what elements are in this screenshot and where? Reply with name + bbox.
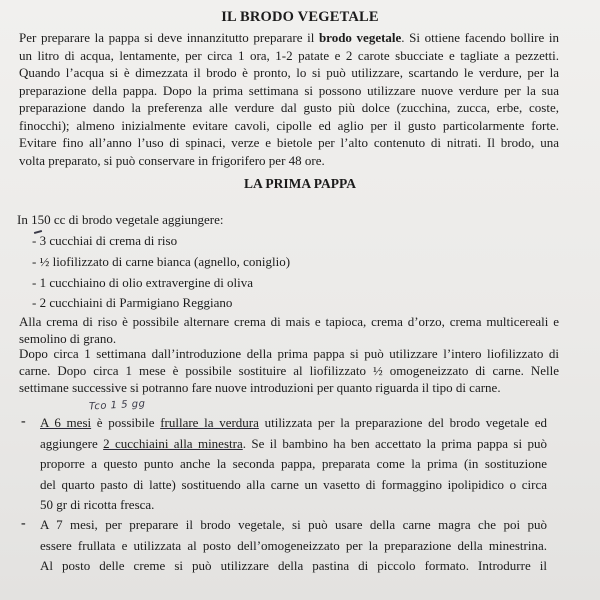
- section-title: LA PRIMA PAPPA: [244, 176, 356, 191]
- handwritten-note: Tco 1 5 gg: [88, 398, 146, 413]
- bullet-line: essere frullata e utilizzata al posto dell’omogeneizzato per la preparazione della minestrina.: [40, 537, 547, 553]
- intro-line: preparazione dando la preferenza alle verdure dal gusto più dolce (zucchina, zucca, erbe, coste,: [19, 100, 559, 115]
- bullet-line: aggiungere 2 cucchiaini alla minestra. Se il bambino ha ben accettato la prima pappa si può: [40, 435, 547, 451]
- ingredient-item: - 2 cucchiaini di Parmigiano Reggiano: [32, 295, 233, 310]
- underlined-text: frullare la verdura: [160, 415, 259, 430]
- intro-line: volta preparato, si può conservare in frigorifero per 48 ore.: [19, 152, 325, 168]
- ingredient-item: - 1 cucchiaino di olio extravergine di oliva: [32, 275, 254, 290]
- intro-line: un litro di acqua, lentamente, per circa 1 ora, 1-2 patate e 2 carote sbucciate e tagliate a pezzetti.: [19, 47, 559, 63]
- bold-term: brodo vegetale: [318, 30, 402, 45]
- paragraph-line: semolino di grano.: [19, 331, 117, 346]
- intro-line: preparazione della pappa. Dopo la prima settimana si possono utilizzare nuove verdure per la sua: [19, 82, 559, 98]
- bullet-dash: -: [21, 414, 26, 429]
- intro-line: Evitare fino all’anno l’uso di spinaci, verze e bietole per l’alto contenuto di nitrati. Il brodo, una: [19, 135, 559, 150]
- bullet-line: proporre a questo punto anche la seconda pappa, preparata come la prima (in sostituzione: [40, 456, 547, 471]
- bullet-line: A 6 mesi è possibile frullare la verdura utilizzata per la preparazione del brodo vegetale ed: [40, 415, 547, 430]
- bullet-line: Al posto delle creme si può utilizzare della pastina di piccolo formato. Introdurre il: [40, 558, 547, 573]
- intro-line: Per preparare la pappa si deve innanzitutto preparare il brodo vegetale. Si ottiene facendo bollire in: [19, 30, 560, 45]
- paragraph-line: carne. Dopo circa 1 mese è possibile sostituire al liofilizzato ½ omogeneizzato di carne. Nelle: [19, 363, 559, 378]
- bullet-line: 50 gr di ricotta fresca.: [40, 497, 155, 512]
- ingredient-item: - 3 cucchiai di crema di riso: [32, 233, 178, 248]
- paragraph-alternatives: [19, 313, 559, 347]
- paragraph-line: settimane successive si potranno fare nuove introduzioni per quanto riguarda il tipo di carne.: [19, 380, 501, 395]
- paragraph-line: Dopo circa 1 settimana dall’introduzione della prima pappa si può utilizzare l’intero liofilizzato di: [19, 346, 559, 361]
- underlined-text: 2 cucchiaini alla minestra: [103, 435, 243, 451]
- ingredient-item: - ½ liofilizzato di carne bianca (agnello, coniglio): [32, 254, 291, 269]
- bullet-dash: -: [21, 516, 26, 531]
- bullet-line: del quarto pasto di latte) sostituendo alla carne un vasetto di formaggino ipolipidico o circa: [40, 476, 547, 492]
- intro-line: finocchi); almeno inizialmente evitare cavoli, cipolle ed aglio per il gusto particolarmente forte.: [19, 117, 559, 133]
- intro-line: Quando l’acqua si è dimezzata il brodo è pronto, lo si può utilizzare, scartando le verdure, per la: [19, 65, 559, 80]
- intro-paragraph: [19, 29, 559, 169]
- paragraph-line: Alla crema di riso è possibile alternare crema di mais e tapioca, crema d’orzo, crema multicereali e: [19, 314, 559, 329]
- bullet-7-months: [40, 515, 547, 577]
- bullet-line: A 7 mesi, per preparare il brodo vegetale, si può usare della carne magra che poi può: [40, 517, 547, 532]
- ingredients-intro: In 150 cc di brodo vegetale aggiungere:: [17, 212, 224, 227]
- page-title: IL BRODO VEGETALE: [221, 9, 379, 25]
- underlined-text: A 6 mesi: [40, 415, 92, 430]
- bullet-6-months: [40, 413, 547, 516]
- paragraph-progression: [19, 345, 559, 396]
